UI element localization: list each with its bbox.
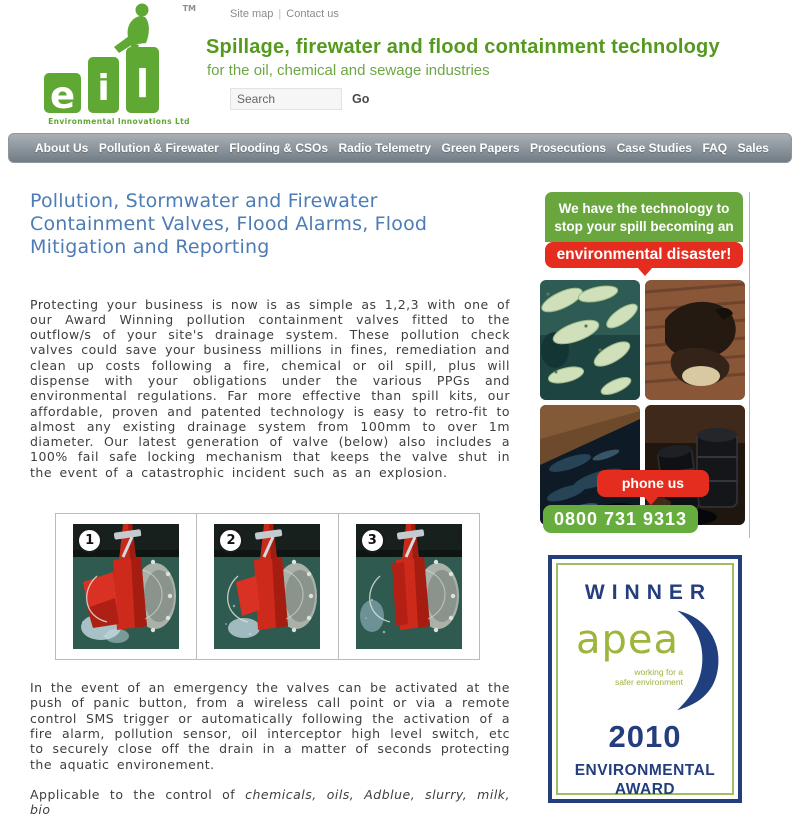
banner-tail-icon bbox=[637, 267, 653, 276]
valve-step-1 bbox=[56, 514, 197, 659]
award-title-line2: AWARD bbox=[614, 781, 676, 798]
step-number-badge: 3 bbox=[360, 528, 385, 553]
logo-letter-i: i bbox=[88, 57, 119, 113]
nav-item-flooding-csos[interactable]: Flooding & CSOs bbox=[229, 141, 329, 155]
trademark-label: TM bbox=[182, 4, 196, 13]
applications-prefix: Applicable to the control of bbox=[30, 786, 246, 802]
promo-line1: We have the technology to bbox=[558, 201, 730, 216]
photo-dead-fish bbox=[540, 280, 640, 400]
award-title-line1: ENVIRONMENTAL bbox=[574, 762, 716, 779]
valve-sequence bbox=[55, 513, 480, 660]
site-subtitle: for the oil, chemical and sewage industries bbox=[207, 62, 490, 79]
photo-oiled-bird bbox=[645, 280, 745, 400]
promo-banner-green bbox=[545, 192, 743, 242]
valve-photo-closed bbox=[356, 524, 462, 649]
emergency-paragraph: In the event of an emergency the valves can be activated at the push of panic button, from a wireless call point or via a remote control SMS trigger or automatically following the activation of a fire alarm, pollution sensor, oil interceptor high level switch, etc to securely close off the drain in a matter of seconds protecting the aquatic environement. bbox=[30, 680, 510, 772]
apea-logo bbox=[558, 609, 732, 711]
phone-number-box: 0800 731 9313 bbox=[543, 505, 698, 533]
sitemap-link[interactable]: Site map bbox=[230, 8, 274, 20]
main-nav bbox=[8, 133, 792, 163]
contact-link[interactable]: Contact us bbox=[286, 8, 339, 20]
top-links bbox=[230, 8, 339, 20]
banner-tail-icon bbox=[643, 496, 659, 505]
applications-paragraph bbox=[30, 787, 510, 817]
content-area bbox=[0, 163, 800, 816]
award-badge-inner bbox=[556, 563, 734, 798]
valve-photo-open bbox=[73, 524, 179, 649]
valve-step-3 bbox=[339, 514, 479, 659]
step-number-badge: 1 bbox=[77, 528, 102, 553]
company-name: Environmental Innovations Ltd bbox=[48, 117, 190, 126]
logo-letter-l: l bbox=[126, 47, 159, 113]
award-winner-label: WINNER bbox=[584, 581, 713, 604]
apea-tagline-line1: working for a bbox=[634, 667, 683, 677]
top-links-separator: | bbox=[278, 8, 282, 20]
applications-substances: chemicals, oils, Adblue, slurry, milk, bio bbox=[30, 786, 511, 817]
award-badge bbox=[548, 555, 742, 803]
nav-item-sales[interactable]: Sales bbox=[737, 141, 769, 155]
valve-photo-closing bbox=[214, 524, 320, 649]
nav-item-prosecutions[interactable]: Prosecutions bbox=[530, 141, 607, 155]
nav-item-case-studies[interactable]: Case Studies bbox=[616, 141, 692, 155]
nav-item-pollution-firewater[interactable]: Pollution & Firewater bbox=[98, 141, 219, 155]
valve-step-2 bbox=[197, 514, 338, 659]
promo-banner-red bbox=[545, 242, 743, 268]
main-column bbox=[30, 190, 510, 817]
apea-swoosh-icon bbox=[672, 609, 728, 711]
page-header bbox=[0, 0, 800, 133]
logo-letter-e: e bbox=[44, 73, 81, 113]
logo-letter-blocks bbox=[44, 47, 159, 113]
step-number-badge: 2 bbox=[218, 528, 243, 553]
promo-highlight: environmental disaster! bbox=[556, 246, 732, 263]
apea-tagline bbox=[578, 667, 683, 687]
phone-us-banner bbox=[597, 470, 709, 497]
page-heading: Pollution, Stormwater and Firewater Containment Valves, Flood Alarms, Flood Mitigation and Reporting bbox=[30, 190, 428, 259]
site-title: Spillage, firewater and flood containment technology bbox=[206, 36, 720, 58]
eil-logo[interactable] bbox=[44, 2, 194, 126]
intro-paragraph: Protecting your business is now is as simple as 1,2,3 with one of our Award Winning pollution containment valves fitted to the outflow/s of your site's drainage system. These pollution check valves could save your business millions in fines, remediation and clean up costs following a fire, chemical or oil spill, plus will dispense with your obligations under the various PPGs and environmental regulations. Far more effective than spill kits, our affordable, proven and patented technology is easy to retro-fit to almost any existing drainage system from 100mm to over 1m diameter. Our latest generation of valve (below) also includes a 100% fail safe locking mechanism that keeps the valve shut in the event of a catastrophic incident such as an explosion. bbox=[30, 296, 510, 480]
nav-item-faq[interactable]: FAQ bbox=[702, 141, 728, 155]
award-year: 2010 bbox=[608, 719, 682, 754]
nav-item-radio-telemetry[interactable]: Radio Telemetry bbox=[338, 141, 431, 155]
phone-us-label: phone us bbox=[621, 475, 685, 491]
sidebar-separator bbox=[749, 192, 750, 538]
go-button[interactable]: Go bbox=[352, 92, 370, 106]
search-input[interactable] bbox=[230, 88, 342, 110]
nav-item-about-us[interactable]: About Us bbox=[35, 141, 89, 155]
search-row bbox=[230, 88, 430, 110]
promo-line2: stop your spill becoming an bbox=[554, 219, 734, 234]
nav-item-green-papers[interactable]: Green Papers bbox=[441, 141, 520, 155]
sidebar bbox=[540, 192, 745, 807]
award-title bbox=[558, 761, 732, 799]
apea-wordmark: apea bbox=[576, 617, 680, 663]
apea-tagline-line2: safer environment bbox=[614, 677, 683, 687]
